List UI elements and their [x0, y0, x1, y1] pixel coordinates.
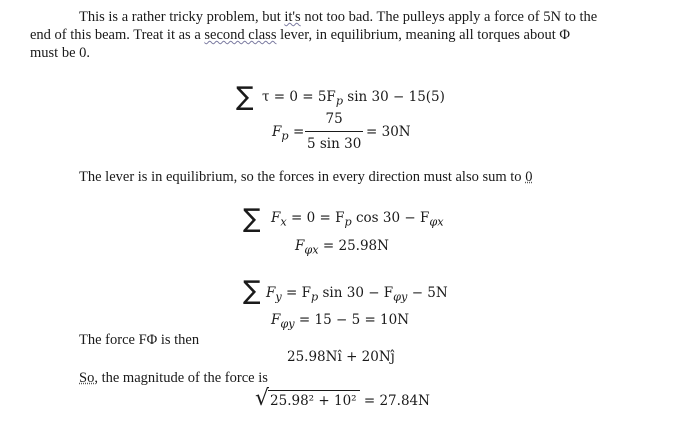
spellcheck-word: it's	[284, 9, 301, 25]
eq-text: = 25.98N	[318, 238, 389, 254]
eq-sub: φy	[393, 290, 408, 304]
eq-sub: p	[281, 129, 289, 143]
fp-equals: =	[293, 124, 305, 140]
magnitude-result: = 27.84N	[359, 393, 430, 409]
force-vector: 25.98Nî + 20Nĵ	[287, 349, 395, 365]
summation-sign: ∑	[236, 82, 254, 112]
eq-text: sin 30 − F	[318, 285, 394, 301]
eq-text: F	[266, 285, 276, 301]
eq-sub: φx	[429, 215, 444, 229]
square-root	[255, 388, 360, 410]
fp-fraction	[305, 110, 363, 153]
body-text: , the magnitude of the force is	[94, 370, 268, 386]
intro-text: end of this beam. Treat it as a	[30, 27, 205, 43]
x-forces-equation	[271, 209, 444, 232]
sqrt-radicand: 25.98² + 10²	[268, 390, 360, 410]
eq-sub: φx	[304, 243, 319, 257]
eq-text: − 5N	[407, 285, 448, 301]
eq-text: τ = 0 = 5F	[262, 89, 336, 105]
eq-sub: x	[280, 215, 287, 229]
eq-text: cos 30 − F	[351, 210, 430, 226]
spellcheck-phrase: second class	[204, 27, 277, 43]
eq-text: F	[295, 238, 305, 254]
eq-text: sin 30 − 15(5)	[343, 89, 445, 105]
torque-equation	[262, 88, 445, 111]
body-text-zero: 0	[525, 169, 533, 185]
fp-result: = 30N	[366, 124, 411, 140]
summation-sign: ∑	[243, 276, 261, 306]
eq-text: F	[272, 124, 282, 140]
eq-text: = 0 = F	[286, 210, 345, 226]
intro-line-3: must be 0.	[30, 45, 91, 61]
x-forces-result	[295, 237, 389, 260]
eq-sub: p	[311, 290, 319, 304]
body-text: The lever is in equilibrium, so the forces in every direction must also sum to	[79, 169, 526, 185]
intro-line-2	[30, 26, 570, 44]
intro-text: This is a rather tricky problem, but	[79, 9, 285, 25]
eq-sub: y	[275, 290, 282, 304]
eq-text: = 15 − 5 = 10N	[294, 312, 410, 328]
eq-text: F	[271, 312, 281, 328]
eq-sub: φy	[280, 317, 295, 331]
summation-sign: ∑	[243, 204, 261, 234]
y-forces-equation	[266, 284, 448, 307]
body-text-so: So	[79, 370, 95, 386]
equilibrium-text	[79, 168, 532, 186]
eq-sub: p	[344, 215, 352, 229]
eq-text: F	[271, 210, 281, 226]
intro-text: lever, in equilibrium, meaning all torques about Φ	[276, 27, 570, 43]
intro-line-1	[79, 8, 597, 26]
y-forces-result	[271, 311, 409, 334]
eq-sub: p	[335, 94, 344, 108]
sqrt-symbol: √	[255, 386, 270, 411]
fp-label	[272, 123, 289, 146]
eq-text: = F	[281, 285, 311, 301]
intro-text: not too bad. The pulleys apply a force of 5N to the	[300, 9, 598, 25]
force-text: The force FΦ is then	[79, 332, 200, 348]
fraction	[305, 110, 363, 153]
magnitude-equation	[255, 388, 430, 410]
magnitude-text	[79, 369, 268, 387]
fraction-numerator: 75	[325, 111, 343, 127]
fraction-denominator: 5 sin 30	[305, 131, 363, 153]
